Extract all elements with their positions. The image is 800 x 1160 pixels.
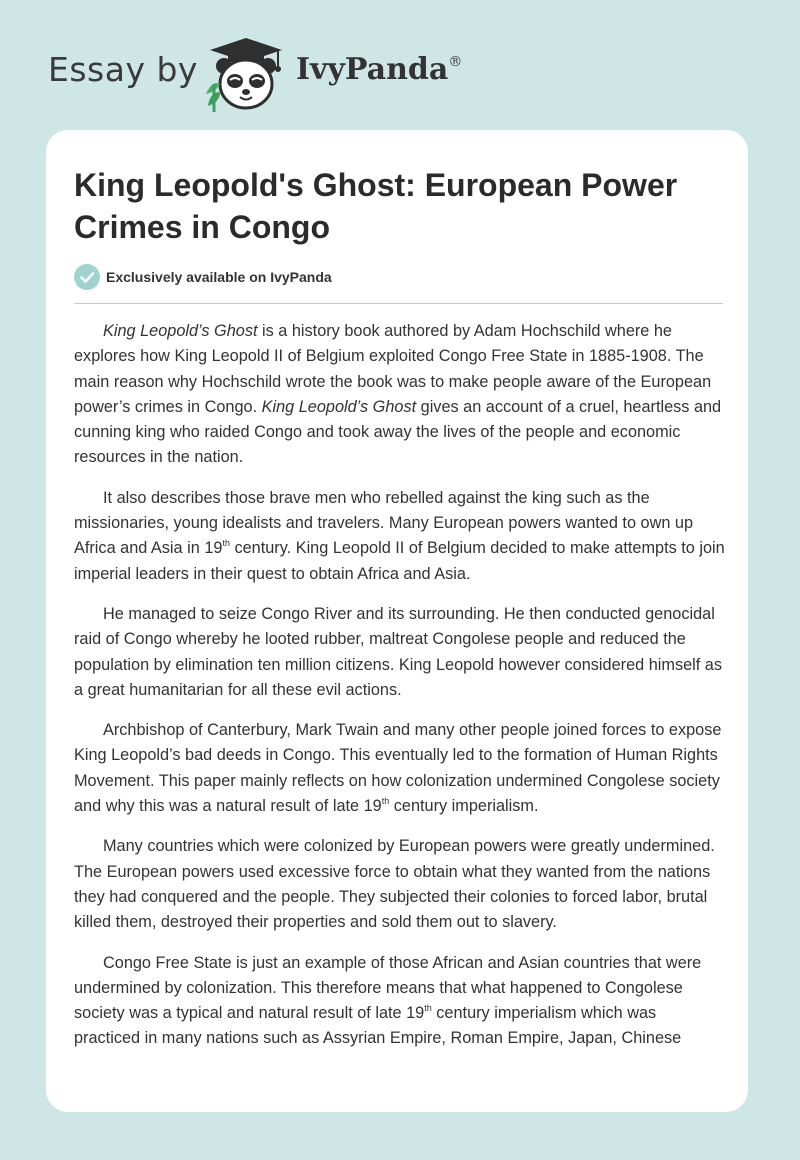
site-header [0, 0, 800, 130]
paragraph [74, 319, 726, 471]
ordinal-suffix: th [424, 1003, 432, 1014]
brand-label: IvyPanda [296, 52, 449, 87]
paragraph [74, 718, 726, 819]
page-title: King Leopold's Ghost: European Power Crimes in Congo [74, 167, 678, 245]
paragraph-text: Congo Free State is just an example of those African and Asian countries that were undermined by colonization. This therefore means that what happened to Congolese society was a typical and natural result of late 19 [74, 953, 702, 1023]
paragraph-text: He managed to seize Congo River and its surrounding. He then conducted genocidal raid of Congo whereby he looted rubber, maltreat Congolese people and reduced the population by elimination ten million citizens. King Leopold however considered himself as a great humanitarian for all these evil actions. [74, 604, 722, 699]
registered-mark: ® [448, 54, 463, 70]
divider [74, 303, 723, 304]
paragraph-text: century imperialism. [389, 797, 539, 816]
paragraph-text: century imperialism which was practiced in many nations such as Assyrian Empire, Roman Empire, Japan, Chinese [74, 1004, 682, 1048]
ordinal-suffix: th [222, 538, 230, 549]
essay-by-label: Essay by [48, 50, 198, 89]
book-title-italic: King Leopold’s Ghost [261, 397, 417, 416]
paragraph-text: Archbishop of Canterbury, Mark Twain and many other people joined forces to expose King Leopold’s bad deeds in Congo. This eventually led to the formation of Human Rights Movement. This paper mainly reflects on how colonization undermined Congolese society and why this was a natural result of late 19 [74, 721, 722, 816]
paragraph-text: Many countries which were colonized by European powers were greatly undermined. The European powers used excessive force to obtain what they wanted from the nations they had conquered and the people. They subjected their colonies to forced labor, brutal killed them, destroyed their properties and sold them out to slavery. [74, 837, 715, 932]
article-card [46, 130, 748, 1112]
exclusive-badge [74, 264, 332, 290]
paragraph [74, 951, 726, 1052]
panda-logo-icon[interactable] [198, 36, 290, 112]
badge-text: Exclusively available on IvyPanda [106, 269, 332, 285]
paragraph-text: century. King Leopold II of Belgium decided to make attempts to join imperial leaders in their quest to obtain Africa and Asia. [74, 539, 725, 583]
ordinal-suffix: th [381, 796, 390, 807]
paragraph [74, 486, 726, 587]
paragraph-text: is a history book authored by Adam Hochschild where he explores how King Leopold II of Belgium exploited Congo Free State in 1885-1908. The main reason why Hochschild wrote the book was to make people aware of the European power’s crimes in Congo. [74, 322, 712, 416]
paragraph-text: gives an account of a cruel, heartless and cunning king who raided Congo and took away the lives of the people and economic resources in the nation. [74, 397, 722, 467]
book-title-italic: King Leopold’s Ghost [103, 322, 258, 340]
paragraph [74, 834, 726, 935]
paragraph-text: It also describes those brave men who rebelled against the king such as the missionaries, young idealists and travelers. Many European powers wanted to own up Africa and Asia in 19 [74, 488, 694, 558]
checkmark-icon [74, 264, 100, 290]
paragraph [74, 602, 726, 703]
brand-name[interactable] [296, 52, 462, 87]
article-body [74, 319, 726, 1067]
